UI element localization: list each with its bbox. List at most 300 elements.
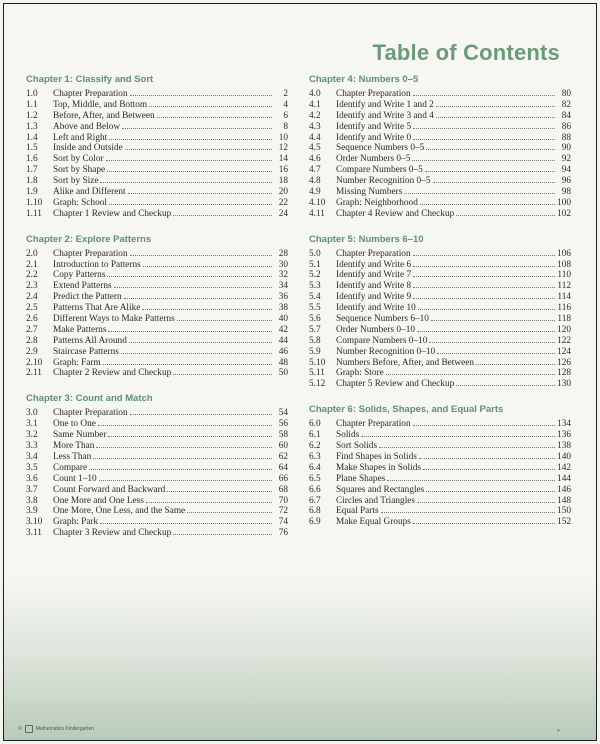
dot-leader xyxy=(106,153,272,161)
dot-leader xyxy=(426,142,555,150)
chapter-section xyxy=(26,393,288,538)
lesson-number: 6.4 xyxy=(309,462,321,473)
toc-entry xyxy=(309,153,571,164)
page-ref: 138 xyxy=(557,441,571,452)
footer xyxy=(18,725,94,733)
page-ref: 144 xyxy=(557,473,571,484)
page-ref: 108 xyxy=(557,259,571,270)
toc-entry xyxy=(309,280,571,291)
toc-entry xyxy=(309,259,571,270)
page-title: Table of Contents xyxy=(372,40,560,65)
lesson-number: 4.4 xyxy=(309,132,321,143)
lesson-number: 2.10 xyxy=(26,357,43,368)
dot-leader xyxy=(413,132,555,140)
page-ref: 58 xyxy=(278,430,288,441)
lesson-title: Before, After, and Between xyxy=(53,110,155,121)
toc-entry xyxy=(26,516,288,527)
lesson-title: Chapter Preparation xyxy=(336,248,411,259)
toc-entry xyxy=(26,132,288,143)
lesson-number: 6.9 xyxy=(309,517,321,528)
lesson-title: Squares and Rectangles xyxy=(336,484,425,495)
lesson-title: Graph: School xyxy=(53,197,107,208)
chapter-section xyxy=(309,234,571,390)
dot-leader xyxy=(107,269,272,277)
lesson-number: 2.6 xyxy=(26,314,38,325)
page-ref: 80 xyxy=(561,89,571,99)
dot-leader xyxy=(100,175,272,183)
lesson-title: One More and One Less xyxy=(53,495,144,506)
page-ref: 76 xyxy=(278,528,288,539)
lesson-number: 5.9 xyxy=(309,346,321,357)
page-ref: 42 xyxy=(278,324,288,335)
toc-entry xyxy=(26,142,288,153)
lesson-number: 6.0 xyxy=(309,419,321,430)
lesson-number: 1.3 xyxy=(26,121,38,132)
lesson-title: Left and Right xyxy=(53,132,108,143)
lesson-number: 3.0 xyxy=(26,408,38,419)
toc-entry xyxy=(309,132,571,143)
lesson-number: 5.3 xyxy=(309,281,321,292)
chapter-section xyxy=(309,74,571,219)
page-ref: 94 xyxy=(561,165,571,176)
lesson-number: 5.12 xyxy=(309,379,326,390)
toc-entry xyxy=(26,462,288,473)
lesson-number: 4.8 xyxy=(309,176,321,187)
lesson-title: Identify and Write 9 xyxy=(336,292,412,303)
toc-entry xyxy=(26,451,288,462)
dot-leader xyxy=(476,357,555,365)
toc-entry xyxy=(26,121,288,132)
toc-entry xyxy=(309,186,571,197)
page-ref: 92 xyxy=(561,154,571,165)
lesson-number: 1.9 xyxy=(26,187,38,198)
lesson-title: Chapter 4 Review and Checkup xyxy=(336,208,455,219)
lesson-title: Make Equal Groups xyxy=(336,517,411,528)
dot-leader xyxy=(387,473,555,481)
toc-entry xyxy=(26,208,288,219)
lesson-title: Find Shapes in Solids xyxy=(336,451,417,462)
lesson-title: Top, Middle, and Bottom xyxy=(53,99,148,110)
dot-leader xyxy=(456,378,555,386)
chapter-section xyxy=(309,404,571,527)
dot-leader xyxy=(429,335,555,343)
lesson-title: Compare Numbers 0–10 xyxy=(336,335,428,346)
page-ref: 126 xyxy=(557,357,571,368)
lesson-number: 6.6 xyxy=(309,484,321,495)
lesson-number: 1.4 xyxy=(26,132,38,143)
lesson-number: 1.6 xyxy=(26,154,38,165)
dot-leader xyxy=(456,208,555,216)
chapter-heading: Chapter 1: Classify and Sort xyxy=(26,74,154,85)
toc-entry xyxy=(26,440,288,451)
dot-leader xyxy=(121,346,272,354)
toc-entry xyxy=(309,505,571,516)
dot-leader xyxy=(100,516,272,524)
page-ref: 14 xyxy=(278,154,288,165)
lesson-number: 5.0 xyxy=(309,248,321,259)
dot-leader xyxy=(404,186,555,194)
lesson-number: 3.7 xyxy=(26,484,38,495)
toc-entry xyxy=(26,324,288,335)
lesson-title: Identify and Write 7 xyxy=(336,270,412,281)
lesson-number: 6.8 xyxy=(309,506,321,517)
page-ref: 56 xyxy=(278,419,288,430)
lesson-number: 2.1 xyxy=(26,259,38,270)
toc-entry xyxy=(309,462,571,473)
dot-leader xyxy=(124,291,272,299)
dot-leader xyxy=(149,99,272,107)
lesson-number: 1.5 xyxy=(26,143,38,154)
page-ref: 134 xyxy=(557,419,571,430)
page-ref: 32 xyxy=(278,270,288,281)
toc-entry xyxy=(309,378,571,389)
page-ref: 82 xyxy=(561,99,571,110)
lesson-number: 3.11 xyxy=(26,528,42,539)
lesson-title: Graph: Neighborhood xyxy=(336,197,418,208)
lesson-number: 6.5 xyxy=(309,473,321,484)
toc-entry xyxy=(26,302,288,313)
lesson-title: Less Than xyxy=(53,451,92,462)
lesson-number: 3.2 xyxy=(26,430,38,441)
lesson-number: 1.11 xyxy=(26,208,42,219)
toc-entry xyxy=(26,335,288,346)
toc-entry xyxy=(309,495,571,506)
page-ref: 16 xyxy=(278,165,288,176)
toc-entry xyxy=(26,527,288,538)
lesson-title: Chapter 2 Review and Checkup xyxy=(53,368,172,379)
page-ref: 22 xyxy=(278,197,288,208)
lesson-number: 2.11 xyxy=(26,368,42,379)
dot-leader xyxy=(173,208,272,216)
toc-entry xyxy=(26,505,288,516)
toc-entry xyxy=(26,313,288,324)
lesson-number: 4.11 xyxy=(309,208,325,219)
toc-entry xyxy=(26,164,288,175)
page-ref: 100 xyxy=(557,197,571,208)
lesson-title: Graph: Park xyxy=(53,517,99,528)
lesson-number: 3.1 xyxy=(26,419,38,430)
toc-entry xyxy=(309,197,571,208)
toc-entry xyxy=(26,186,288,197)
page-ref: 36 xyxy=(278,292,288,303)
page-ref: 118 xyxy=(557,314,571,325)
page-ref: 68 xyxy=(278,484,288,495)
page-ref: 106 xyxy=(557,248,571,259)
page-ref: 148 xyxy=(557,495,571,506)
dot-leader xyxy=(142,302,272,310)
lesson-title: Solids xyxy=(336,430,360,441)
dot-leader xyxy=(96,440,272,448)
lesson-title: Chapter 3 Review and Checkup xyxy=(53,528,172,539)
lesson-number: 4.1 xyxy=(309,99,321,110)
lesson-number: 5.1 xyxy=(309,259,321,270)
dot-leader xyxy=(420,197,555,205)
dot-leader xyxy=(146,495,272,503)
dot-leader xyxy=(431,313,555,321)
lesson-title: Identify and Write 8 xyxy=(336,281,412,292)
lesson-number: 1.2 xyxy=(26,110,38,121)
lesson-number: 2.2 xyxy=(26,270,38,281)
lesson-title: Compare xyxy=(53,462,88,473)
dot-leader xyxy=(381,505,555,513)
toc-entry xyxy=(26,110,288,121)
publisher-logo-icon xyxy=(25,725,33,733)
lesson-number: 6.3 xyxy=(309,451,321,462)
dot-leader xyxy=(173,527,272,535)
page-ref: 124 xyxy=(557,346,571,357)
chapter-heading: Chapter 4: Numbers 0–5 xyxy=(309,74,419,85)
lesson-title: Order Numbers 0–10 xyxy=(336,324,416,335)
lesson-number: 2.0 xyxy=(26,248,38,259)
lesson-number: 1.7 xyxy=(26,165,38,176)
lesson-title: Chapter Preparation xyxy=(336,419,411,430)
dot-leader xyxy=(425,164,555,172)
dot-leader xyxy=(413,259,555,267)
lesson-number: 4.10 xyxy=(309,197,326,208)
lesson-number: 3.5 xyxy=(26,462,38,473)
chapter-section xyxy=(26,234,288,379)
lesson-title: Order Numbers 0–5 xyxy=(336,154,411,165)
page xyxy=(3,3,597,741)
page-ref: 44 xyxy=(278,335,288,346)
dot-leader xyxy=(436,99,555,107)
lesson-number: 3.8 xyxy=(26,495,38,506)
dot-leader xyxy=(412,153,555,161)
lesson-title: Sort by Shape xyxy=(53,165,106,176)
page-ref: 40 xyxy=(278,314,288,325)
page-ref: 96 xyxy=(561,176,571,187)
toc-entry xyxy=(26,99,288,110)
lesson-title: Chapter 5 Review and Checkup xyxy=(336,379,455,390)
dot-leader xyxy=(426,484,555,492)
dot-leader xyxy=(103,357,272,365)
page-ref: 128 xyxy=(557,368,571,379)
page-ref: 62 xyxy=(278,451,288,462)
toc-entry xyxy=(26,495,288,506)
page-ref: 18 xyxy=(278,176,288,187)
dot-leader xyxy=(173,367,272,375)
page-ref: 140 xyxy=(557,451,571,462)
toc-entry xyxy=(26,259,288,270)
dot-leader xyxy=(143,259,272,267)
dot-leader xyxy=(413,248,555,256)
dot-leader xyxy=(419,451,555,459)
chapter-heading: Chapter 2: Explore Patterns xyxy=(26,233,152,245)
toc-entry xyxy=(26,418,288,429)
lesson-number: 2.3 xyxy=(26,281,38,292)
lesson-title: Identify and Write 10 xyxy=(336,303,416,314)
lesson-number: 5.11 xyxy=(309,368,325,379)
page-ref: 84 xyxy=(561,110,571,121)
toc-column-left xyxy=(26,74,288,553)
dot-leader xyxy=(130,407,272,415)
page-ref: 66 xyxy=(278,473,288,484)
toc-entry xyxy=(309,269,571,280)
dot-leader xyxy=(109,197,272,205)
lesson-title: Make Shapes in Solids xyxy=(336,462,421,473)
dot-leader xyxy=(433,175,555,183)
dot-leader xyxy=(379,440,555,448)
lesson-title: Count Forward and Backward xyxy=(53,484,166,495)
page-ref: 88 xyxy=(561,132,571,143)
page-ref: 8 xyxy=(283,121,288,132)
lesson-number: 4.9 xyxy=(309,187,321,198)
page-ref: 122 xyxy=(557,335,571,346)
toc-entry xyxy=(309,121,571,132)
toc-entry xyxy=(309,208,571,219)
page-ref: 116 xyxy=(557,303,571,314)
dot-leader xyxy=(109,132,272,140)
dot-leader xyxy=(417,324,555,332)
page-ref: 70 xyxy=(278,495,288,506)
page-ref: 30 xyxy=(278,259,288,270)
dot-leader xyxy=(98,418,272,426)
toc-entry xyxy=(26,484,288,495)
page-ref: 46 xyxy=(278,346,288,357)
toc-entry xyxy=(309,367,571,378)
lesson-title: Circles and Triangles xyxy=(336,495,416,506)
dot-leader xyxy=(122,121,272,129)
lesson-number: 4.2 xyxy=(309,110,321,121)
lesson-number: 2.5 xyxy=(26,303,38,314)
dot-leader xyxy=(99,473,272,481)
toc-entry xyxy=(309,291,571,302)
page-ref: 120 xyxy=(557,324,571,335)
lesson-title: Chapter 1 Review and Checkup xyxy=(53,208,172,219)
toc-entry xyxy=(309,313,571,324)
page-ref: 28 xyxy=(278,248,288,259)
lesson-number: 5.5 xyxy=(309,303,321,314)
page-ref: 64 xyxy=(278,462,288,473)
dot-leader xyxy=(437,346,555,354)
toc-entry xyxy=(26,367,288,378)
toc-column-right xyxy=(309,74,571,542)
lesson-number: 2.8 xyxy=(26,335,38,346)
lesson-title: Plane Shapes xyxy=(336,473,386,484)
toc-entry xyxy=(309,346,571,357)
page-ref: 152 xyxy=(557,517,571,528)
lesson-title: Compare Numbers 0–5 xyxy=(336,165,423,176)
page-ref: 6 xyxy=(283,110,288,121)
dot-leader xyxy=(413,516,555,524)
dot-leader xyxy=(413,291,555,299)
lesson-number: 6.7 xyxy=(309,495,321,506)
dot-leader xyxy=(413,88,555,96)
toc-entry xyxy=(26,280,288,291)
toc-entry xyxy=(26,197,288,208)
lesson-number: 5.2 xyxy=(309,270,321,281)
page-ref: 20 xyxy=(278,187,288,198)
page-ref: 24 xyxy=(278,208,288,219)
lesson-title: Number Recognition 0–5 xyxy=(336,176,431,187)
lesson-title: Alike and Different xyxy=(53,187,126,198)
toc-entry xyxy=(26,269,288,280)
lesson-title: Numbers Before, After, and Between xyxy=(336,357,475,368)
page-ref: 86 xyxy=(561,121,571,132)
page-ref: 114 xyxy=(557,292,571,303)
lesson-number: 2.4 xyxy=(26,292,38,303)
lesson-title: Graph: Farm xyxy=(53,357,101,368)
lesson-title: Sequence Numbers 0–5 xyxy=(336,143,425,154)
page-ref: 98 xyxy=(561,187,571,198)
lesson-title: Same Number xyxy=(53,430,107,441)
lesson-title: Identify and Write 5 xyxy=(336,121,412,132)
page-ref: 110 xyxy=(557,270,571,281)
lesson-number: 5.8 xyxy=(309,335,321,346)
lesson-title: Graph: Store xyxy=(336,368,384,379)
lesson-number: 5.6 xyxy=(309,314,321,325)
chapter-heading: Chapter 6: Solids, Shapes, and Equal Parts xyxy=(309,404,504,416)
lesson-title: Introduction to Patterns xyxy=(53,259,141,270)
dot-leader xyxy=(386,367,555,375)
page-number: v xyxy=(557,728,560,734)
dot-leader xyxy=(114,280,272,288)
lesson-title: Sort Solids xyxy=(336,441,378,452)
lesson-number: 3.9 xyxy=(26,506,38,517)
page-ref: 136 xyxy=(557,430,571,441)
toc-entry xyxy=(309,110,571,121)
lesson-title: More Than xyxy=(53,441,95,452)
page-ref: 150 xyxy=(557,506,571,517)
lesson-title: One More, One Less, and the Same xyxy=(53,506,186,517)
lesson-title: Patterns That Are Alike xyxy=(53,303,141,314)
lesson-title: Identify and Write 3 and 4 xyxy=(336,110,434,121)
toc-entry xyxy=(309,451,571,462)
lesson-title: Sort by Size xyxy=(53,176,99,187)
lesson-number: 4.0 xyxy=(309,89,321,99)
dot-leader xyxy=(187,505,272,513)
dot-leader xyxy=(93,451,272,459)
lesson-number: 1.1 xyxy=(26,99,38,110)
page-ref: 74 xyxy=(278,517,288,528)
lesson-title: Chapter Preparation xyxy=(336,89,411,99)
toc-entry xyxy=(309,440,571,451)
dot-leader xyxy=(167,484,272,492)
toc-entry xyxy=(26,429,288,440)
lesson-title: Identify and Write 6 xyxy=(336,259,412,270)
lesson-title: Count 1–10 xyxy=(53,473,97,484)
toc-entry xyxy=(309,88,571,99)
page-ref: 130 xyxy=(557,379,571,390)
lesson-title: Patterns All Around xyxy=(53,335,127,346)
page-ref: 112 xyxy=(557,281,571,292)
chapter-heading: Chapter 5: Numbers 6–10 xyxy=(309,233,424,245)
lesson-title: Different Ways to Make Patterns xyxy=(53,314,175,325)
dot-leader xyxy=(436,110,555,118)
lesson-title: Chapter Preparation xyxy=(53,248,128,259)
lesson-number: 4.5 xyxy=(309,143,321,154)
lesson-title: Inside and Outside xyxy=(53,143,123,154)
dot-leader xyxy=(417,495,555,503)
copyright-symbol: © xyxy=(18,726,22,732)
lesson-number: 1.10 xyxy=(26,197,43,208)
page-ref: 2 xyxy=(283,89,288,99)
page-ref: 4 xyxy=(283,99,288,110)
lesson-number: 3.6 xyxy=(26,473,38,484)
toc-entry xyxy=(26,473,288,484)
lesson-number: 6.2 xyxy=(309,441,321,452)
dot-leader xyxy=(129,335,272,343)
toc-entry xyxy=(309,516,571,527)
page-ref: 34 xyxy=(278,281,288,292)
dot-leader xyxy=(130,248,272,256)
lesson-number: 6.1 xyxy=(309,430,321,441)
toc-entry xyxy=(26,88,288,99)
lesson-title: Extend Patterns xyxy=(53,281,112,292)
dot-leader xyxy=(107,164,272,172)
book-title: Mathematics Kindergarten xyxy=(35,726,95,732)
lesson-title: Staircase Patterns xyxy=(53,346,119,357)
